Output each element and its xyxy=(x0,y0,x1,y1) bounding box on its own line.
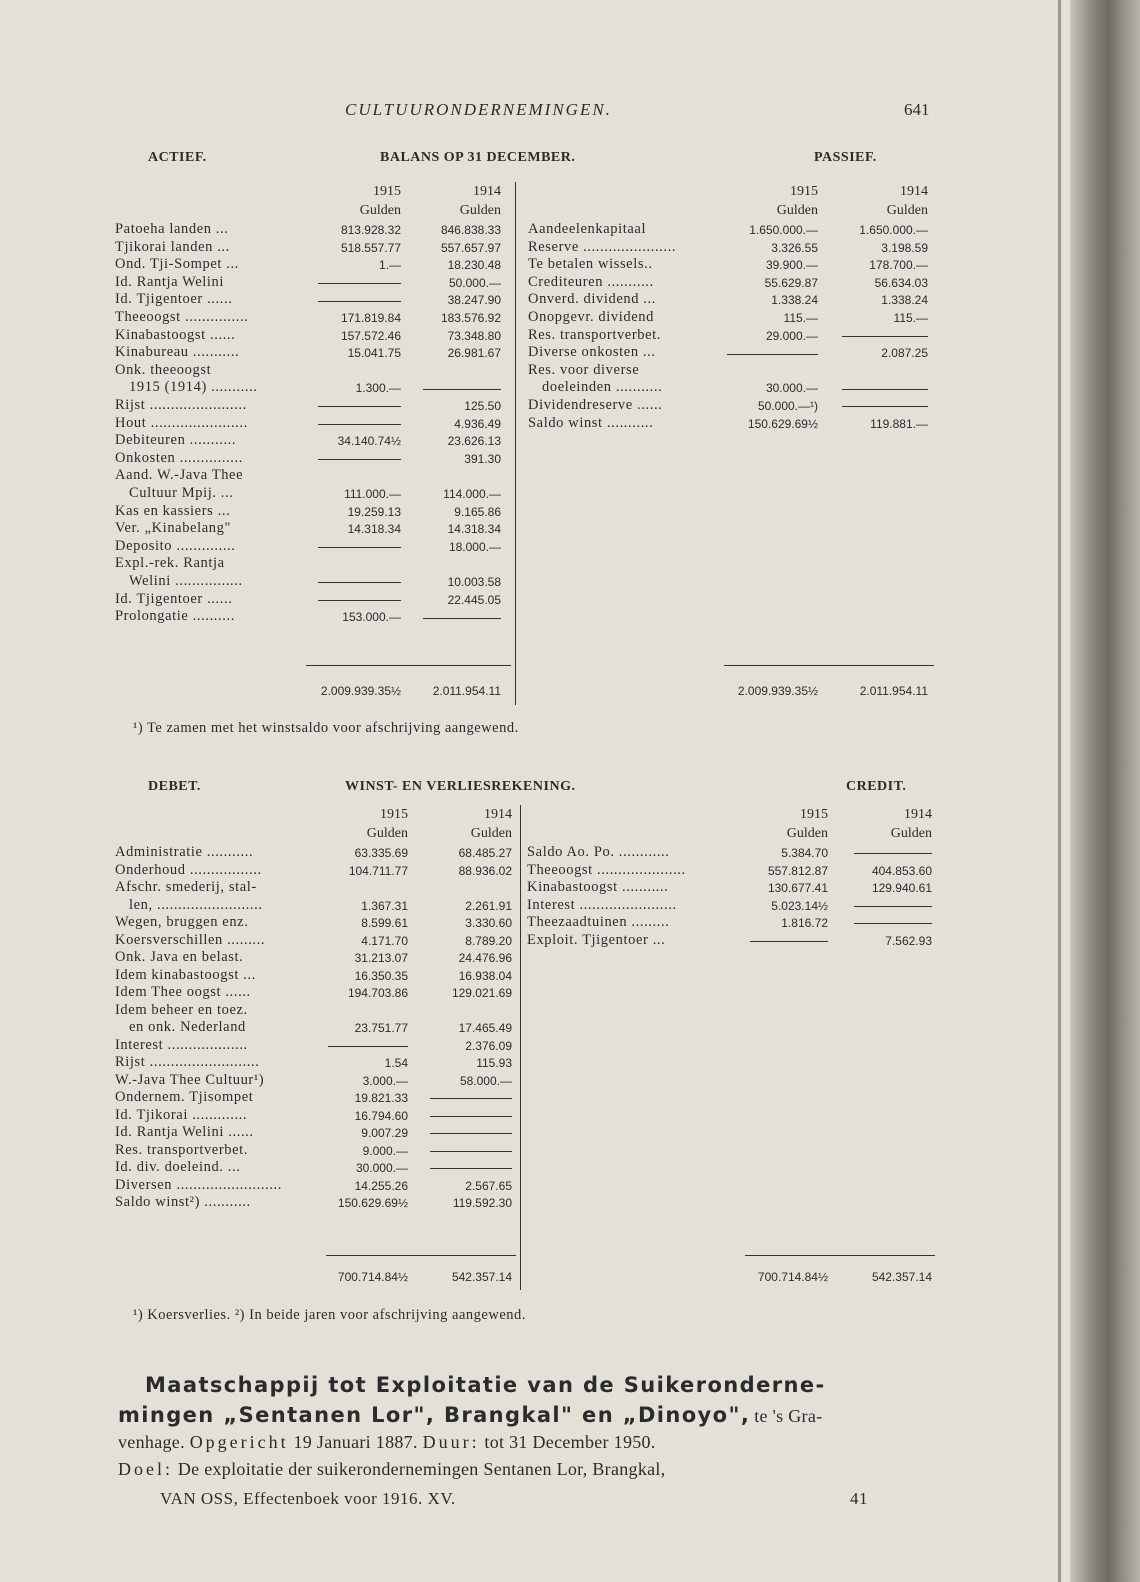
credit-value-b: 129.940.61 xyxy=(871,881,932,895)
actief-empty-dash xyxy=(318,301,401,302)
passief-value-b xyxy=(830,381,928,395)
actief-value-b: 183.576.92 xyxy=(440,311,501,325)
debet-row-label: Onderhoud ................. xyxy=(115,861,262,878)
debet-total-a: 700.714.84½ xyxy=(337,1270,408,1284)
debet-value-b: 2.376.09 xyxy=(465,1038,512,1053)
actief-value-b: 23.626.13 xyxy=(447,434,501,449)
credit-value-b xyxy=(842,916,932,930)
actief-value-b xyxy=(411,381,501,395)
actief-value-a: 34.140.74½ xyxy=(337,434,401,449)
actief-value-b: 18.000.— xyxy=(448,539,501,554)
company-name-line1: Maatschappij tot Exploitatie van de Suikeronderne- xyxy=(145,1373,826,1397)
debet-value-b xyxy=(418,1161,512,1175)
passief-row-label: Aandeelenkapitaal xyxy=(528,221,647,237)
actief-value-a xyxy=(306,575,401,589)
passief-value-b: 56.634.03 xyxy=(874,275,928,290)
debet-row-label: Idem kinabastoogst ... xyxy=(115,966,256,983)
debet-row-label: Ondernem. Tjisompet xyxy=(115,1089,254,1105)
debet-total-b: 542.357.14 xyxy=(451,1270,512,1284)
debet-row-label: Administratie ........... xyxy=(115,844,254,860)
purpose-text: De exploitatie der suikerondernemingen Sentanen Lor, Brangkal, xyxy=(177,1459,666,1479)
actief-value-b: 14.318.34 xyxy=(447,522,501,537)
actief-value-b: 73.348.80 xyxy=(447,328,501,343)
debet-row-label: Id. div. doeleind. ... xyxy=(115,1159,241,1175)
debet-value-b: 3.330.60 xyxy=(465,916,512,930)
actief-empty-dash xyxy=(318,582,401,583)
passief-row-label: Onopgevr. dividend xyxy=(528,309,654,325)
debet-value-b: 115.93 xyxy=(476,1056,512,1070)
passief-value-a: 55.629.87 xyxy=(764,275,818,290)
credit-value-a: 130.677.41 xyxy=(767,881,828,895)
actief-row-label: Ond. Tji-Sompet ... xyxy=(115,256,239,273)
actief-row-label: Deposito .............. xyxy=(115,537,236,554)
debet-row-label: Wegen, bruggen enz. xyxy=(115,914,249,930)
company-line4 xyxy=(118,1459,666,1480)
actief-total-rule xyxy=(306,665,511,666)
debet-value-b: 129.021.69 xyxy=(451,986,512,1000)
passief-value-a: 29.000.— xyxy=(765,328,818,343)
debet-value-b xyxy=(418,1144,512,1158)
debet-row-label: Interest ................... xyxy=(115,1036,248,1053)
debet-empty-dash xyxy=(430,1168,512,1169)
passief-value-b: 1.338.24 xyxy=(881,293,928,308)
actief-row-label: Welini ................ xyxy=(129,573,243,589)
passief-total-a: 2.009.939.35½ xyxy=(737,684,818,698)
binding-edge xyxy=(1058,0,1061,1582)
credit-value-b xyxy=(842,846,932,860)
purpose-label: Doel: xyxy=(118,1459,173,1479)
debet-row-label: len, ......................... xyxy=(129,896,263,913)
actief-value-b: 391.30 xyxy=(464,451,501,466)
actief-row-label: Hout ....................... xyxy=(115,414,248,431)
debet-value-a: 9.007.29 xyxy=(361,1126,408,1140)
debet-value-a: 9.000.— xyxy=(362,1143,408,1158)
actief-row-label: Onk. theeoogst xyxy=(115,361,212,378)
passief-value-a: 39.900.— xyxy=(765,258,818,273)
credit-empty-dash xyxy=(854,906,932,907)
debet-row-label: Res. transportverbet. xyxy=(115,1141,248,1158)
passief-value-a xyxy=(715,346,818,360)
passief-row-label: Te betalen wissels.. xyxy=(528,256,653,273)
passief-total-b: 2.011.954.11 xyxy=(859,684,928,698)
page-number: 641 xyxy=(904,100,930,119)
actief-value-b: 114.000.— xyxy=(443,487,501,501)
passief-value-b: 178.700.— xyxy=(869,258,928,273)
company-line3 xyxy=(118,1432,656,1453)
actief-row-label: Expl.-rek. Rantja xyxy=(115,555,225,572)
founded-date: 19 Januari 1887. xyxy=(293,1432,418,1452)
actief-row-label: Ver. „Kinabelang" xyxy=(115,520,231,537)
credit-value-a: 5.023.14½ xyxy=(771,898,828,913)
debet-row-label: en onk. Nederland xyxy=(129,1019,246,1035)
actief-total-a: 2.009.939.35½ xyxy=(320,684,401,698)
actief-value-b: 557.657.97 xyxy=(440,240,501,255)
debet-currency-a: Gulden xyxy=(366,826,408,841)
actief-value-b: 846.838.33 xyxy=(440,223,501,237)
credit-year-b: 1914 xyxy=(904,807,932,822)
debet-empty-dash xyxy=(430,1098,512,1099)
debet-value-a: 63.335.69 xyxy=(354,846,408,860)
passief-value-a: 3.326.55 xyxy=(771,240,818,255)
debet-value-a: 4.171.70 xyxy=(361,933,408,948)
credit-value-a xyxy=(738,934,828,948)
pl-title: WINST- EN VERLIESREKENING. xyxy=(345,779,576,794)
actief-heading: ACTIEF. xyxy=(148,150,207,165)
passief-empty-dash xyxy=(842,336,928,337)
passief-value-a: 115.— xyxy=(783,311,818,325)
passief-currency-b: Gulden xyxy=(886,203,928,218)
passief-heading: PASSIEF. xyxy=(814,150,877,165)
actief-value-a xyxy=(306,399,401,413)
pl-footnote: ¹) Koersverlies. ²) In beide jaren voor afschrijving aangewend. xyxy=(133,1307,526,1323)
passief-empty-dash xyxy=(842,406,928,407)
actief-empty-dash xyxy=(423,618,501,619)
credit-heading: CREDIT. xyxy=(846,779,907,794)
actief-value-a xyxy=(306,293,401,307)
debet-row-label: Idem beheer en toez. xyxy=(115,1001,248,1018)
passief-value-b: 3.198.59 xyxy=(881,240,928,255)
actief-empty-dash xyxy=(318,459,401,460)
debet-value-b xyxy=(418,1109,512,1123)
actief-value-b: 10.003.58 xyxy=(447,575,501,589)
company-name-line2-wrap xyxy=(118,1403,822,1427)
credit-year-a: 1915 xyxy=(800,807,828,822)
actief-row-label: Id. Rantja Welini xyxy=(115,273,225,290)
debet-value-a: 31.213.07 xyxy=(354,951,408,965)
actief-row-label: 1915 (1914) ........... xyxy=(129,379,258,396)
debet-value-a xyxy=(316,1039,408,1053)
debet-value-a: 104.711.77 xyxy=(348,863,408,878)
passief-row-label: Res. voor diverse xyxy=(528,361,640,378)
debet-value-b: 88.936.02 xyxy=(458,863,512,878)
passief-row-label: Crediteuren ........... xyxy=(528,273,654,290)
passief-row-label: doeleinden ........... xyxy=(542,379,663,396)
credit-value-a: 1.816.72 xyxy=(781,916,828,930)
debet-value-a: 30.000.— xyxy=(355,1161,408,1175)
actief-empty-dash xyxy=(318,600,401,601)
passief-empty-dash xyxy=(842,389,928,390)
credit-row-label: Theeoogst ..................... xyxy=(527,861,686,878)
debet-value-a: 3.000.— xyxy=(362,1073,408,1088)
debet-empty-dash xyxy=(430,1151,512,1152)
actief-value-b xyxy=(411,610,501,624)
credit-empty-dash xyxy=(854,923,932,924)
credit-row-label: Theezaadtuinen ......... xyxy=(527,914,670,930)
debet-currency-b: Gulden xyxy=(470,826,512,841)
balance-title: BALANS OP 31 DECEMBER. xyxy=(380,150,576,165)
debet-value-a: 150.629.69½ xyxy=(337,1196,408,1210)
actief-value-b: 9.165.86 xyxy=(454,504,501,519)
debet-value-a: 194.703.86 xyxy=(347,986,408,1000)
actief-year-b: 1914 xyxy=(473,184,501,199)
company-place-cont: venhage. xyxy=(118,1432,185,1452)
actief-row-label: Rijst ....................... xyxy=(115,397,247,413)
debet-total-rule xyxy=(326,1255,516,1256)
actief-value-a: 111.000.— xyxy=(344,487,401,501)
debet-value-b: 68.485.27 xyxy=(458,846,512,860)
actief-value-b: 26.981.67 xyxy=(447,346,501,361)
actief-value-b: 38.247.90 xyxy=(447,293,501,308)
credit-value-a: 5.384.70 xyxy=(781,846,828,860)
credit-total-b: 542.357.14 xyxy=(871,1270,932,1284)
debet-empty-dash xyxy=(328,1046,408,1047)
actief-value-a xyxy=(306,540,401,554)
credit-row-label: Exploit. Tjigentoer ... xyxy=(527,931,666,948)
passief-year-a: 1915 xyxy=(790,184,818,199)
actief-empty-dash xyxy=(318,547,401,548)
credit-empty-dash xyxy=(854,853,932,854)
actief-value-b: 50.000.— xyxy=(448,275,501,290)
footer-source: VAN OSS, Effectenboek voor 1916. XV. xyxy=(160,1489,456,1508)
debet-row-label: Diversen ......................... xyxy=(115,1176,282,1193)
actief-value-a: 14.318.34 xyxy=(347,522,401,537)
actief-value-b: 125.50 xyxy=(464,399,501,413)
debet-value-b: 2.261.91 xyxy=(465,898,512,913)
balance-divider xyxy=(515,182,516,705)
passief-total-rule xyxy=(724,665,934,666)
debet-row-label: Onk. Java en belast. xyxy=(115,949,244,965)
passief-value-b: 115.— xyxy=(893,311,928,325)
passief-empty-dash xyxy=(727,354,818,355)
actief-row-label: Debiteuren ........... xyxy=(115,432,237,449)
actief-row-label: Id. Tjigentoer ...... xyxy=(115,291,233,308)
passief-row-label: Res. transportverbet. xyxy=(528,326,661,343)
actief-row-label: Kinabastoogst ...... xyxy=(115,326,236,343)
debet-value-a: 19.821.33 xyxy=(354,1091,408,1105)
actief-empty-dash xyxy=(318,406,401,407)
passief-row-label: Onverd. dividend ... xyxy=(528,291,656,308)
actief-empty-dash xyxy=(318,283,401,284)
actief-currency-a: Gulden xyxy=(359,203,401,218)
credit-total-a: 700.714.84½ xyxy=(757,1270,828,1284)
actief-empty-dash xyxy=(318,424,401,425)
actief-value-a: 157.572.46 xyxy=(340,328,401,343)
debet-value-b: 119.592.30 xyxy=(452,1196,512,1210)
actief-currency-b: Gulden xyxy=(459,203,501,218)
credit-value-a: 557.812.87 xyxy=(767,863,828,878)
actief-value-a: 813.928.32 xyxy=(340,223,401,237)
company-place: te 's Gra- xyxy=(754,1406,823,1426)
passief-value-b: 1.650.000.— xyxy=(859,223,928,237)
credit-value-b: 7.562.93 xyxy=(885,933,932,948)
debet-value-b xyxy=(418,1126,512,1140)
passief-year-b: 1914 xyxy=(900,184,928,199)
duration-value: tot 31 December 1950. xyxy=(484,1432,656,1452)
actief-value-a: 153.000.— xyxy=(342,610,401,625)
passief-row-label: Saldo winst ........... xyxy=(528,414,654,431)
debet-value-b: 8.789.20 xyxy=(465,933,512,948)
debet-row-label: Saldo winst²) ........... xyxy=(115,1194,251,1210)
actief-row-label: Tjikorai landen ... xyxy=(115,238,230,255)
actief-value-a xyxy=(306,452,401,466)
actief-value-a: 1.— xyxy=(378,258,401,273)
actief-empty-dash xyxy=(423,389,501,390)
debet-value-a: 1.54 xyxy=(384,1056,408,1070)
actief-total-b: 2.011.954.11 xyxy=(432,684,501,698)
actief-value-a: 1.300.— xyxy=(355,381,401,396)
debet-value-a: 1.367.31 xyxy=(361,898,408,913)
actief-row-label: Id. Tjigentoer ...... xyxy=(115,590,233,607)
actief-row-label: Onkosten ............... xyxy=(115,449,243,466)
passief-value-b: 119.881.— xyxy=(870,416,928,431)
credit-total-rule xyxy=(745,1255,935,1256)
founded-label: Opgericht xyxy=(189,1432,289,1452)
actief-value-a: 171.819.84 xyxy=(340,311,401,325)
passief-row-label: Diverse onkosten ... xyxy=(528,344,656,361)
actief-value-a xyxy=(306,276,401,290)
footer-signature: 41 xyxy=(850,1489,868,1508)
debet-value-b: 2.567.65 xyxy=(465,1178,512,1193)
debet-row-label: Afschr. smederij, stal- xyxy=(115,879,257,895)
passief-value-a: 150.629.69½ xyxy=(747,416,818,431)
passief-row-label: Dividendreserve ...... xyxy=(528,397,663,413)
passief-row-label: Reserve ...................... xyxy=(528,238,677,255)
actief-value-a xyxy=(306,593,401,607)
debet-value-b: 58.000.— xyxy=(459,1073,512,1088)
credit-value-b: 404.853.60 xyxy=(871,863,932,878)
company-name-line2: mingen „Sentanen Lor", Brangkal" en „Dinoyo", xyxy=(118,1403,751,1427)
actief-value-b: 18.230.48 xyxy=(447,258,501,273)
actief-value-b: 22.445.05 xyxy=(447,592,501,607)
actief-value-a xyxy=(306,417,401,431)
debet-value-a: 8.599.61 xyxy=(361,916,408,930)
debet-value-a: 16.794.60 xyxy=(354,1108,408,1123)
debet-value-b: 24.476.96 xyxy=(458,951,512,965)
debet-row-label: Id. Rantja Welini ...... xyxy=(115,1124,254,1140)
passief-currency-a: Gulden xyxy=(776,203,818,218)
debet-year-b: 1914 xyxy=(484,807,512,822)
balance-footnote: ¹) Te zamen met het winstsaldo voor afschrijving aangewend. xyxy=(133,720,519,736)
debet-value-a: 23.751.77 xyxy=(354,1021,408,1035)
book-binding xyxy=(1070,0,1140,1582)
passief-value-b xyxy=(830,329,928,343)
debet-row-label: Idem Thee oogst ...... xyxy=(115,984,251,1000)
actief-row-label: Theeoogst ............... xyxy=(115,309,249,325)
credit-row-label: Interest ....................... xyxy=(527,896,677,913)
debet-value-b xyxy=(418,1091,512,1105)
debet-value-a: 14.255.26 xyxy=(354,1178,408,1193)
credit-value-b xyxy=(842,899,932,913)
debet-empty-dash xyxy=(430,1133,512,1134)
debet-row-label: W.-Java Thee Cultuur¹) xyxy=(115,1071,265,1088)
credit-empty-dash xyxy=(750,941,828,942)
debet-row-label: Rijst .......................... xyxy=(115,1054,260,1070)
debet-heading: DEBET. xyxy=(148,779,201,794)
debet-value-b: 16.938.04 xyxy=(458,968,512,983)
duration-label: Duur: xyxy=(422,1432,480,1452)
passief-value-a: 1.338.24 xyxy=(771,293,818,308)
credit-row-label: Saldo Ao. Po. ............ xyxy=(527,844,670,860)
pl-divider xyxy=(520,805,521,1290)
running-header: CULTUURONDERNEMINGEN. xyxy=(345,100,612,119)
debet-empty-dash xyxy=(430,1116,512,1117)
actief-row-label: Prolongatie .......... xyxy=(115,608,235,625)
debet-value-a: 16.350.35 xyxy=(354,968,408,983)
debet-year-a: 1915 xyxy=(380,807,408,822)
debet-row-label: Id. Tjikorai ............. xyxy=(115,1106,248,1123)
actief-year-a: 1915 xyxy=(373,184,401,199)
actief-value-a: 518.557.77 xyxy=(340,240,401,255)
actief-row-label: Patoeha landen ... xyxy=(115,221,229,237)
actief-value-b: 4.936.49 xyxy=(454,416,501,431)
debet-row-label: Koersverschillen ......... xyxy=(115,931,266,948)
actief-row-label: Aand. W.-Java Thee xyxy=(115,467,244,484)
credit-currency-a: Gulden xyxy=(786,826,828,841)
actief-row-label: Kas en kassiers ... xyxy=(115,502,231,519)
debet-value-b: 17.465.49 xyxy=(458,1021,512,1035)
passief-value-b xyxy=(830,399,928,413)
actief-value-a: 15.041.75 xyxy=(347,346,401,361)
actief-row-label: Cultuur Mpij. ... xyxy=(129,485,234,501)
passief-value-a: 30.000.— xyxy=(765,381,818,396)
passief-value-a: 50.000.—¹) xyxy=(757,399,818,413)
passief-value-b: 2.087.25 xyxy=(881,346,928,361)
passief-value-a: 1.650.000.— xyxy=(749,223,818,237)
actief-value-a: 19.259.13 xyxy=(347,504,401,519)
actief-row-label: Kinabureau ........... xyxy=(115,344,240,361)
credit-currency-b: Gulden xyxy=(890,826,932,841)
credit-row-label: Kinabastoogst ........... xyxy=(527,879,669,895)
